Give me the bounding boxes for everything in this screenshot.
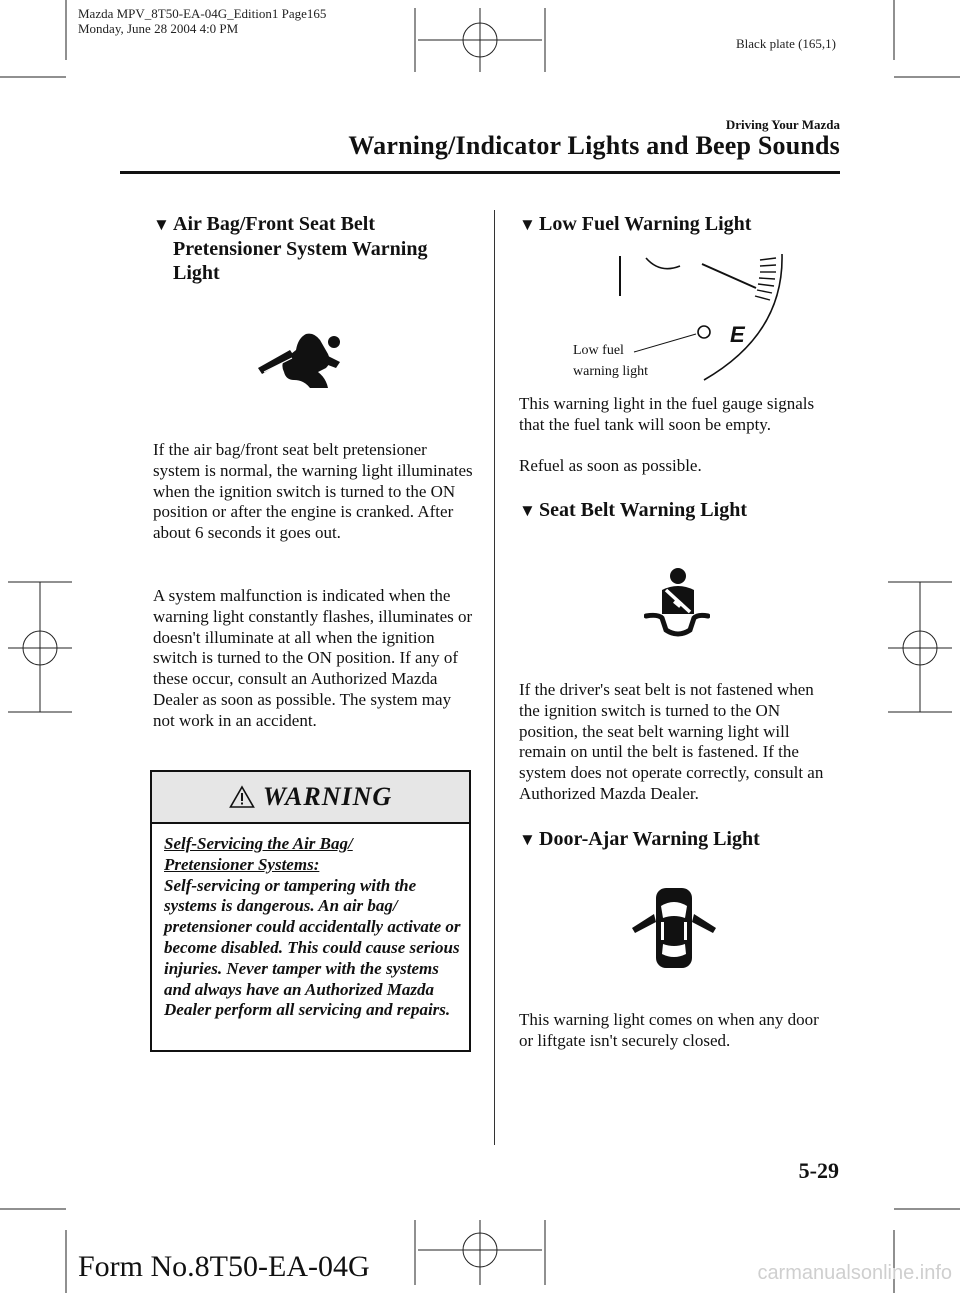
low-fuel-paragraph-2: Refuel as soon as possible. — [519, 456, 702, 475]
warning-triangle-icon — [229, 785, 255, 809]
seat-belt-paragraph: If the driver's seat belt is not fastened when the ignition switch is turned to the ON position, the seat belt warning light will remain on until the belt is fastened. If the system does not operate correctly, consult an Authorized Mazda Dealer. — [519, 680, 824, 803]
triangle-bullet: ▼ — [519, 215, 536, 234]
warning-header — [152, 772, 469, 824]
warning-body — [152, 824, 469, 1021]
low-fuel-paragraph: This warning light in the fuel gauge signals that the fuel tank will soon be empty. — [519, 394, 815, 434]
triangle-bullet: ▼ — [153, 215, 170, 234]
airbag-paragraph-1: If the air bag/front seat belt pretensioner system is normal, the warning light illuminates when the ignition switch is turned to the ON position or after the engine is cranked. After about 6 seconds it goes out. — [153, 440, 473, 543]
low-fuel-heading — [519, 212, 839, 237]
airbag-heading-text: Air Bag/Front Seat Belt Pretensioner System Warning Light — [173, 213, 428, 284]
low-fuel-heading-text: Low Fuel Warning Light — [539, 213, 752, 235]
doc-date: Monday, June 28 2004 4:0 PM — [78, 21, 239, 36]
doc-filename: Mazda MPV_8T50-EA-04G_Edition1 Page165 — [78, 6, 327, 21]
seat-belt-warning-icon — [644, 566, 710, 638]
header-rule — [120, 171, 840, 174]
column-divider — [494, 210, 495, 1145]
form-number: Form No.8T50-EA-04G — [78, 1250, 370, 1283]
page-title: Warning/Indicator Lights and Beep Sounds — [348, 131, 840, 160]
doc-info — [78, 6, 326, 36]
page-number: 5-29 — [798, 1158, 839, 1183]
warning-subtitle: Self-Servicing the Air Bag/ Pretensioner Systems: — [164, 834, 353, 874]
caption-line-2: warning light — [573, 364, 649, 379]
watermark: carmanualsonline.info — [757, 1262, 952, 1284]
triangle-bullet: ▼ — [519, 501, 536, 520]
airbag-paragraph-2: A system malfunction is indicated when the warning light constantly flashes, illuminates or doesn't illuminate at all when the ignition switch is turned to the ON position. If any of these occur, consult an Authorized Mazda Dealer as soon as possible. The system may not work in an accident. — [153, 586, 473, 730]
seat-belt-heading — [519, 498, 839, 523]
door-ajar-warning-icon — [628, 884, 720, 972]
door-ajar-heading-text: Door-Ajar Warning Light — [539, 828, 760, 850]
warning-text: Self-servicing or tampering with the systems is dangerous. An air bag/ pretensioner could accidentally activate or become disabled. This could cause serious injuries. Never tamper with the systems and always have an Authorized Mazda Dealer perform all servicing and repairs. — [164, 875, 461, 1020]
section-kicker: Driving Your Mazda — [725, 117, 840, 132]
low-fuel-caption — [573, 340, 648, 382]
seat-belt-heading-text: Seat Belt Warning Light — [539, 499, 747, 521]
caption-line-1: Low fuel — [573, 343, 624, 358]
warning-title: WARNING — [262, 782, 393, 811]
airbag-heading — [153, 212, 473, 285]
door-ajar-heading — [519, 827, 839, 852]
door-ajar-paragraph: This warning light comes on when any door or liftgate isn't securely closed. — [519, 1010, 819, 1050]
triangle-bullet: ▼ — [519, 830, 536, 849]
gauge-letter: E — [730, 322, 745, 347]
plate-label: Black plate (165,1) — [736, 36, 836, 51]
airbag-warning-icon — [256, 328, 348, 392]
warning-box — [150, 770, 471, 1052]
